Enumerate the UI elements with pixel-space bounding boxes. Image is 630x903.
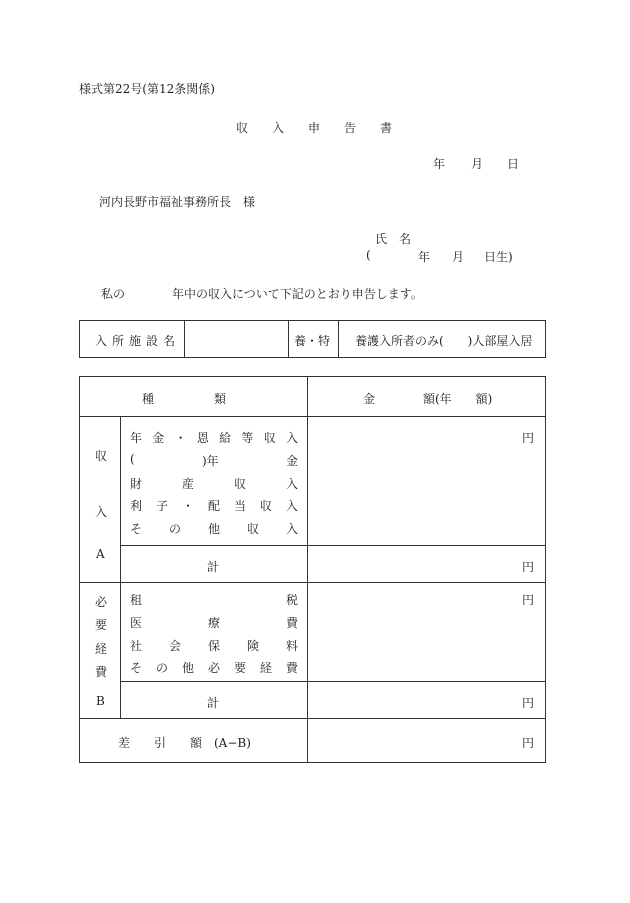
date-month: 月 [471,157,484,171]
date-day: 日 [507,157,520,171]
declaration-prefix: 私の [101,287,126,301]
income-amount-yen: 円 [522,431,535,445]
difference-label: 差 引 額 (A−B) [118,736,251,750]
facility-table [79,320,546,358]
expense-label-1: 必 [95,595,108,609]
expense-item: 租 税 [130,593,298,607]
expense-total-label: 計 [207,696,220,710]
facility-type-cell [289,321,339,357]
income-item: ( )年 金 [130,452,298,468]
facility-name-field[interactable] [185,321,289,357]
expense-label-3: 経 [95,642,108,656]
income-item: 利 子 ・ 配 当 収 入 [130,499,298,513]
header-kind: 種 類 [142,392,227,406]
expense-item: 医 療 費 [130,616,298,630]
income-item: 年 金 ・ 恩 給 等 収 入 [130,431,298,445]
income-item: 財 産 収 入 [130,477,298,491]
birth-open-paren: ( [366,248,371,262]
expense-item: 社 会 保 険 料 [130,639,298,653]
income-label-mid: 入 [95,505,108,519]
birth-month: 月 [452,250,465,264]
expense-label-4: 費 [95,665,108,679]
income-table [79,376,546,763]
facility-type-label: 養・特 [294,334,331,348]
page-title: 収 入 申 告 書 [236,121,399,135]
facility-label-cell [80,321,185,357]
income-total-label: 計 [207,560,220,574]
declaration-suffix: 年中の収入について下記のとおり申告します。 [172,287,423,301]
expense-label-2: 要 [95,618,108,632]
facility-note: 養護入所者のみ( )人部屋入居 [355,334,533,348]
income-item: そ の 他 収 入 [130,522,298,536]
difference-yen: 円 [522,736,535,750]
facility-label: 入所施設名 [95,334,181,348]
expense-item: そ の 他 必 要 経 費 [130,661,298,675]
birth-year: 年 [418,250,431,264]
header-amount: 金 額(年 額) [363,392,493,406]
expense-label-bottom: B [96,694,105,708]
expense-total-yen: 円 [522,696,535,710]
date-year: 年 [433,157,446,171]
birth-day: 日生) [484,250,513,264]
addressee: 河内長野市福祉事務所長 様 [99,195,256,209]
income-label-bottom: A [96,547,105,561]
form-number: 様式第22号(第12条関係) [79,82,215,96]
expense-amount-yen: 円 [522,593,535,607]
income-total-yen: 円 [522,560,535,574]
applicant-name-label: 氏 名 [375,232,412,246]
income-label-top: 収 [95,449,108,463]
